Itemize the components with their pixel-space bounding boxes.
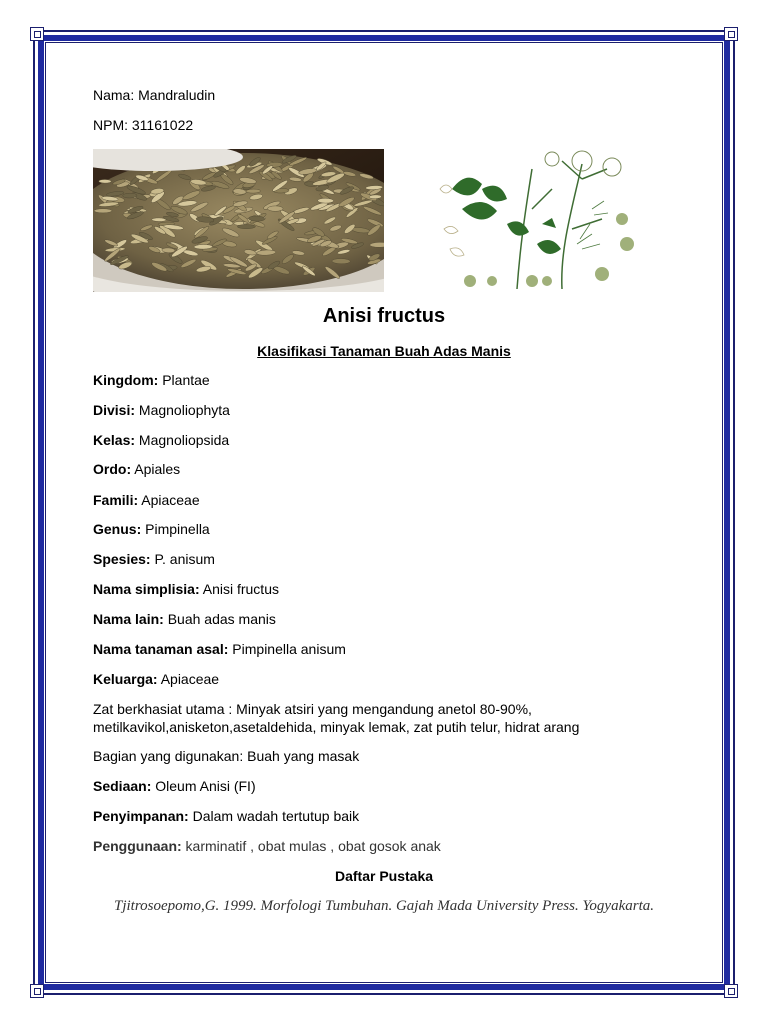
row-nama-tanaman-asal [93,641,346,658]
row-penggunaan [93,838,441,855]
student-name: Nama: Mandraludin [93,87,216,103]
row-label: Nama simplisia: [93,581,200,597]
row-value: Apiaceae [138,492,200,508]
row-value: karminatif , obat mulas , obat gosok anak [181,838,441,854]
daftar-pustaka-heading: Daftar Pustaka [334,868,434,884]
corner-ornament-top-right [724,27,738,41]
classification-heading: Klasifikasi Tanaman Buah Adas Manis [257,343,511,359]
anise-plant-illustration [432,149,640,292]
row-value: Pimpinella anisum [228,641,346,657]
row-label: Kelas: [93,432,136,448]
reference-entry: Tjitrosoepomo,G. 1999. Morfologi Tumbuhan. Gajah Mada University Press. Yogyakarta. [113,898,654,914]
row-label: Ordo: [93,461,132,477]
row-label: Spesies: [93,551,151,567]
row-label: Penyimpanan: [93,808,189,824]
row-kelas [93,432,229,449]
row-spesies [93,551,215,568]
corner-ornament-top-left [30,27,44,41]
row-genus [93,521,210,538]
row-value: Plantae [158,372,210,388]
row-value: P. anisum [150,551,215,567]
zat-line-1: Zat berkhasiat utama : Minyak atsiri yang mengandung anetol 80-90%, [93,701,532,717]
row-value: Buah adas manis [163,611,276,627]
zat-line-2: metilkavikol,anisketon,asetaldehida, minyak lemak, zat putih telur, hidrat arang [93,719,580,735]
row-nama-lain [93,611,276,628]
student-npm: NPM: 31161022 [93,117,194,133]
row-label: Genus: [93,521,142,537]
row-value: Pimpinella [141,521,210,537]
row-sediaan [93,778,256,795]
row-penyimpanan [93,808,359,825]
seed-texture [194,244,212,249]
row-value: Magnoliophyta [135,402,230,418]
row-label: Famili: [93,492,139,508]
seed-texture [237,225,255,229]
seed-texture [318,198,334,203]
row-label: Penggunaan: [93,838,182,854]
row-label: Kingdom: [93,372,159,388]
row-value: Apiales [131,461,181,477]
row-keluarga [93,671,219,688]
row-nama-simplisia [93,581,279,598]
row-value: Apiaceae [157,671,220,687]
seed-texture [123,193,137,198]
page-title: Anisi fructus [322,305,446,327]
row-famili [93,492,200,509]
row-value: Dalam wadah tertutup baik [188,808,360,824]
seed-texture [369,195,382,199]
row-kingdom [93,372,210,389]
row-value: Magnoliopsida [135,432,230,448]
seed-texture [249,216,265,222]
row-label: Nama tanaman asal: [93,641,229,657]
row-value: Oleum Anisi (FI) [151,778,256,794]
corner-ornament-bottom-right [724,984,738,998]
anise-seeds-photo [93,149,384,292]
seed-texture [332,258,350,264]
row-divisi [93,402,230,419]
row-label: Divisi: [93,402,136,418]
row-label: Sediaan: [93,778,152,794]
seed-texture [94,209,112,213]
seed-texture [268,206,284,211]
row-ordo [93,461,180,478]
bagian-digunakan: Bagian yang digunakan: Buah yang masak [93,748,360,764]
row-value: Anisi fructus [199,581,279,597]
row-label: Keluarga: [93,671,158,687]
row-label: Nama lain: [93,611,164,627]
corner-ornament-bottom-left [30,984,44,998]
seed-texture [99,179,111,183]
